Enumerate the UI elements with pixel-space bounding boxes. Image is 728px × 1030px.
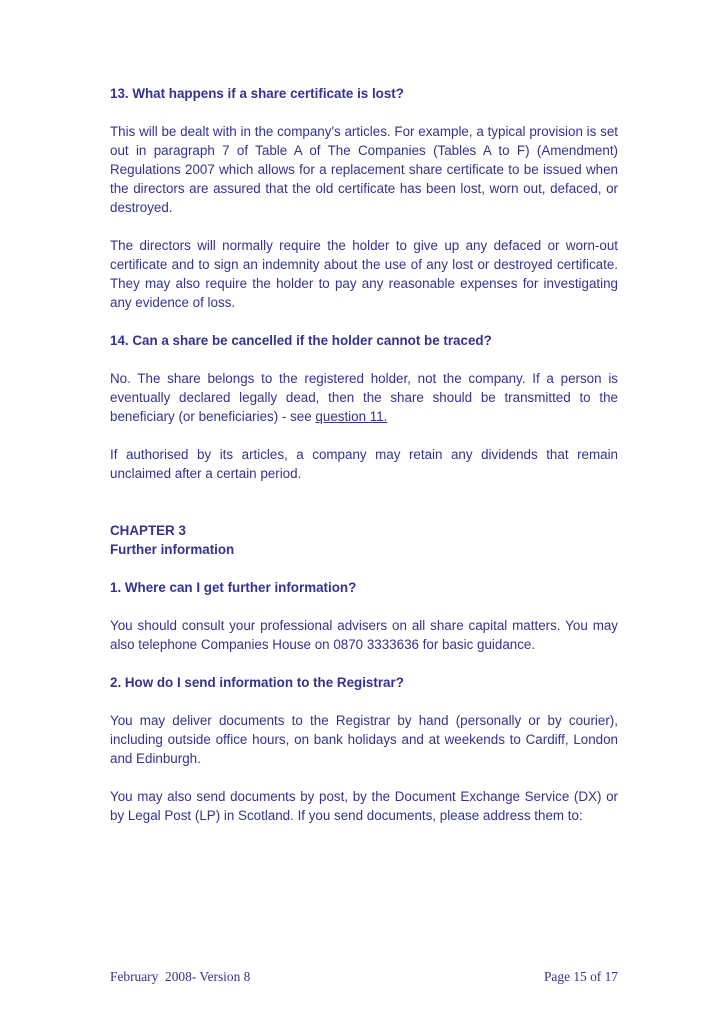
section-13-heading: 13. What happens if a share certificate is lost? bbox=[110, 86, 404, 101]
question-1-paragraph: You should consult your professional advisers on all share capital matters. You may also telephone Companies House on 0870 3333636 for basic guidance. bbox=[110, 618, 618, 652]
question-1-heading: 1. Where can I get further information? bbox=[110, 580, 357, 595]
chapter-label: CHAPTER 3 bbox=[110, 523, 186, 538]
question-11-link[interactable]: question 11. bbox=[315, 409, 388, 424]
section-14-paragraph-2: If authorised by its articles, a company may retain any dividends that remain unclaimed after a certain period. bbox=[110, 447, 618, 481]
section-14-paragraph-1-text: No. The share belongs to the registered holder, not the company. If a person is eventually declared legally dead, then the share should be transmitted to the beneficiary (or beneficiaries) - see bbox=[110, 371, 618, 424]
section-13-paragraph-1: This will be dealt with in the company's articles. For example, a typical provision is set out in paragraph 7 of Table A of The Companies (Tables A to F) (Amendment) Regulations 2007 which allows for a replacement share certificate to be issued when the directors are assured that the old certificate has been lost, worn out, defaced, or destroyed. bbox=[110, 124, 618, 215]
section-14-heading: 14. Can a share be cancelled if the holder cannot be traced? bbox=[110, 333, 492, 348]
page-content bbox=[110, 84, 618, 825]
footer-page-number: Page 15 of 17 bbox=[543, 969, 618, 984]
footer-version: February 2008- Version 8 bbox=[110, 969, 251, 984]
section-13-paragraph-2: The directors will normally require the holder to give up any defaced or worn-out certificate and to sign an indemnity about the use of any lost or destroyed certificate. They may also require the holder to pay any reasonable expenses for investigating any evidence of loss. bbox=[110, 238, 618, 310]
question-2-heading: 2. How do I send information to the Registrar? bbox=[110, 675, 404, 690]
question-2-paragraph-1: You may deliver documents to the Registrar by hand (personally or by courier), including outside office hours, on bank holidays and at weekends to Cardiff, London and Edinburgh. bbox=[110, 713, 618, 766]
question-2-paragraph-2: You may also send documents by post, by the Document Exchange Service (DX) or by Legal Post (LP) in Scotland. If you send documents, please address them to: bbox=[110, 789, 618, 823]
section-14-paragraph-1 bbox=[110, 369, 618, 426]
chapter-title: Further information bbox=[110, 542, 235, 557]
